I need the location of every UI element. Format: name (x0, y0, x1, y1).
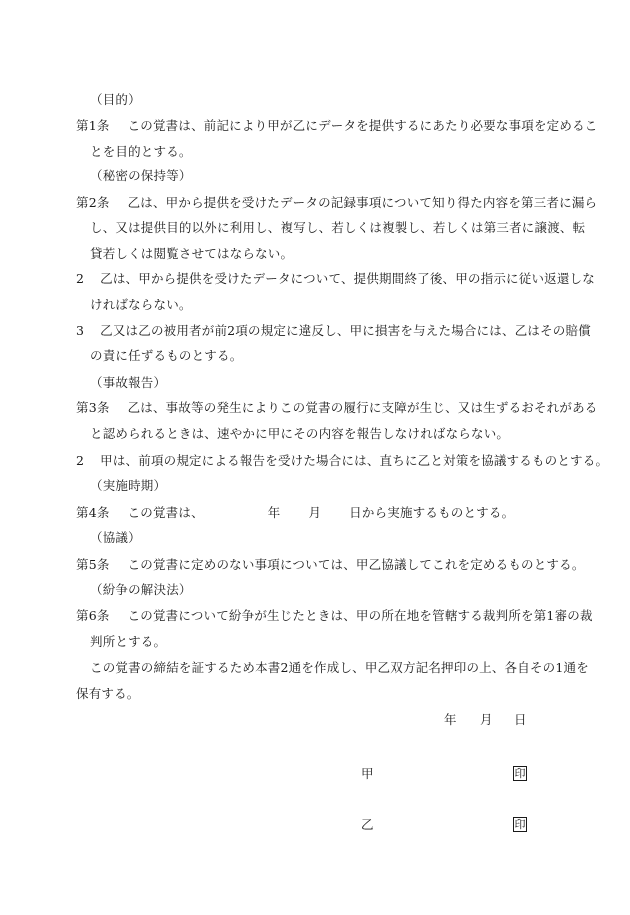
heading-dispute-resolution: （紛争の解決法） (90, 582, 192, 597)
article-4-year: 年 (267, 505, 281, 520)
heading-incident-report: （事故報告） (90, 375, 167, 390)
article-3-para-2-number: 2 (76, 453, 85, 468)
article-1-text-2: とを目的とする。 (90, 144, 192, 159)
article-6-text-2: 判所とする。 (90, 634, 167, 649)
article-2-label: 第2条 (76, 195, 110, 210)
article-4-text-b: 日から実施するものとする。 (349, 505, 515, 520)
article-2-line-1 (76, 195, 597, 211)
article-3-label: 第3条 (76, 400, 110, 415)
article-3-para-2-line-1 (76, 453, 608, 469)
article-6-label: 第6条 (76, 608, 110, 623)
article-5-text-1: この覚書に定めのない事項については、甲乙協議してこれを定めるものとする。 (127, 557, 585, 572)
heading-effective-date: （実施時期） (90, 478, 167, 493)
article-1-label: 第1条 (76, 118, 110, 133)
article-5-line-1 (76, 557, 585, 573)
heading-confidentiality: （秘密の保持等） (90, 168, 192, 183)
article-2-para-3-text-2: の責に任ずるものとする。 (90, 348, 243, 363)
party-b-seal-mark: 印 (514, 818, 526, 831)
article-1-line-1 (76, 118, 597, 134)
closing-text-1: この覚書の締結を証するため本書2通を作成し、甲乙双方記名押印の上、各自その1通を (90, 660, 589, 675)
article-2-para-2-number: 2 (76, 271, 85, 286)
article-2-para-3-number: 3 (76, 323, 85, 338)
article-2-para-3-line-1 (76, 323, 591, 339)
article-3-text-1: 乙は、事故等の発生によりこの覚書の履行に支障が生じ、又は生ずるおそれがある (127, 400, 598, 415)
article-2-text-3: 貸若しくは閲覧させてはならない。 (90, 246, 294, 261)
article-2-para-2-line-1 (76, 271, 595, 287)
heading-purpose: （目的） (90, 92, 141, 107)
article-4-text-a: この覚書は、 (127, 505, 204, 520)
signature-date-month: 月 (480, 712, 493, 727)
signature-date-day: 日 (514, 712, 527, 727)
article-2-para-3-text-1: 乙又は乙の被用者が前2項の規定に違反し、甲に損害を与えた場合には、乙はその賠償 (100, 323, 591, 338)
article-2-para-2-text-2: ければならない。 (90, 297, 192, 312)
closing-text-2: 保有する。 (76, 686, 140, 701)
signature-date-year: 年 (444, 712, 457, 727)
article-6-line-1 (76, 608, 593, 624)
party-b-label: 乙 (361, 817, 374, 832)
heading-consultation: （協議） (90, 530, 141, 545)
party-a-seal-mark: 印 (514, 767, 526, 780)
article-3-text-2: と認められるときは、速やかに甲にその内容を報告しなければならない。 (90, 426, 510, 441)
article-3-para-2-text-1: 甲は、前項の規定による報告を受けた場合には、直ちに乙と対策を協議するものとする。 (100, 453, 609, 468)
article-5-label: 第5条 (76, 557, 110, 572)
article-3-line-1 (76, 400, 597, 416)
article-4-line-1 (76, 505, 514, 521)
article-2-para-2-text-1: 乙は、甲から提供を受けたデータについて、提供期間終了後、甲の指示に従い返還しな (100, 271, 595, 286)
article-1-text-1: この覚書は、前記により甲が乙にデータを提供するにあたり必要な事項を定めるこ (127, 118, 598, 133)
article-4-label: 第4条 (76, 505, 110, 520)
party-a-label: 甲 (361, 766, 374, 781)
article-2-text-2: し、又は提供目的以外に利用し、複写し、若しくは複製し、若しくは第三者に譲渡、転 (90, 220, 586, 235)
article-2-text-1: 乙は、甲から提供を受けたデータの記録事項について知り得た内容を第三者に漏ら (127, 195, 598, 210)
article-4-month: 月 (308, 505, 322, 520)
article-6-text-1: この覚書について紛争が生じたときは、甲の所在地を管轄する裁判所を第1審の裁 (127, 608, 593, 623)
